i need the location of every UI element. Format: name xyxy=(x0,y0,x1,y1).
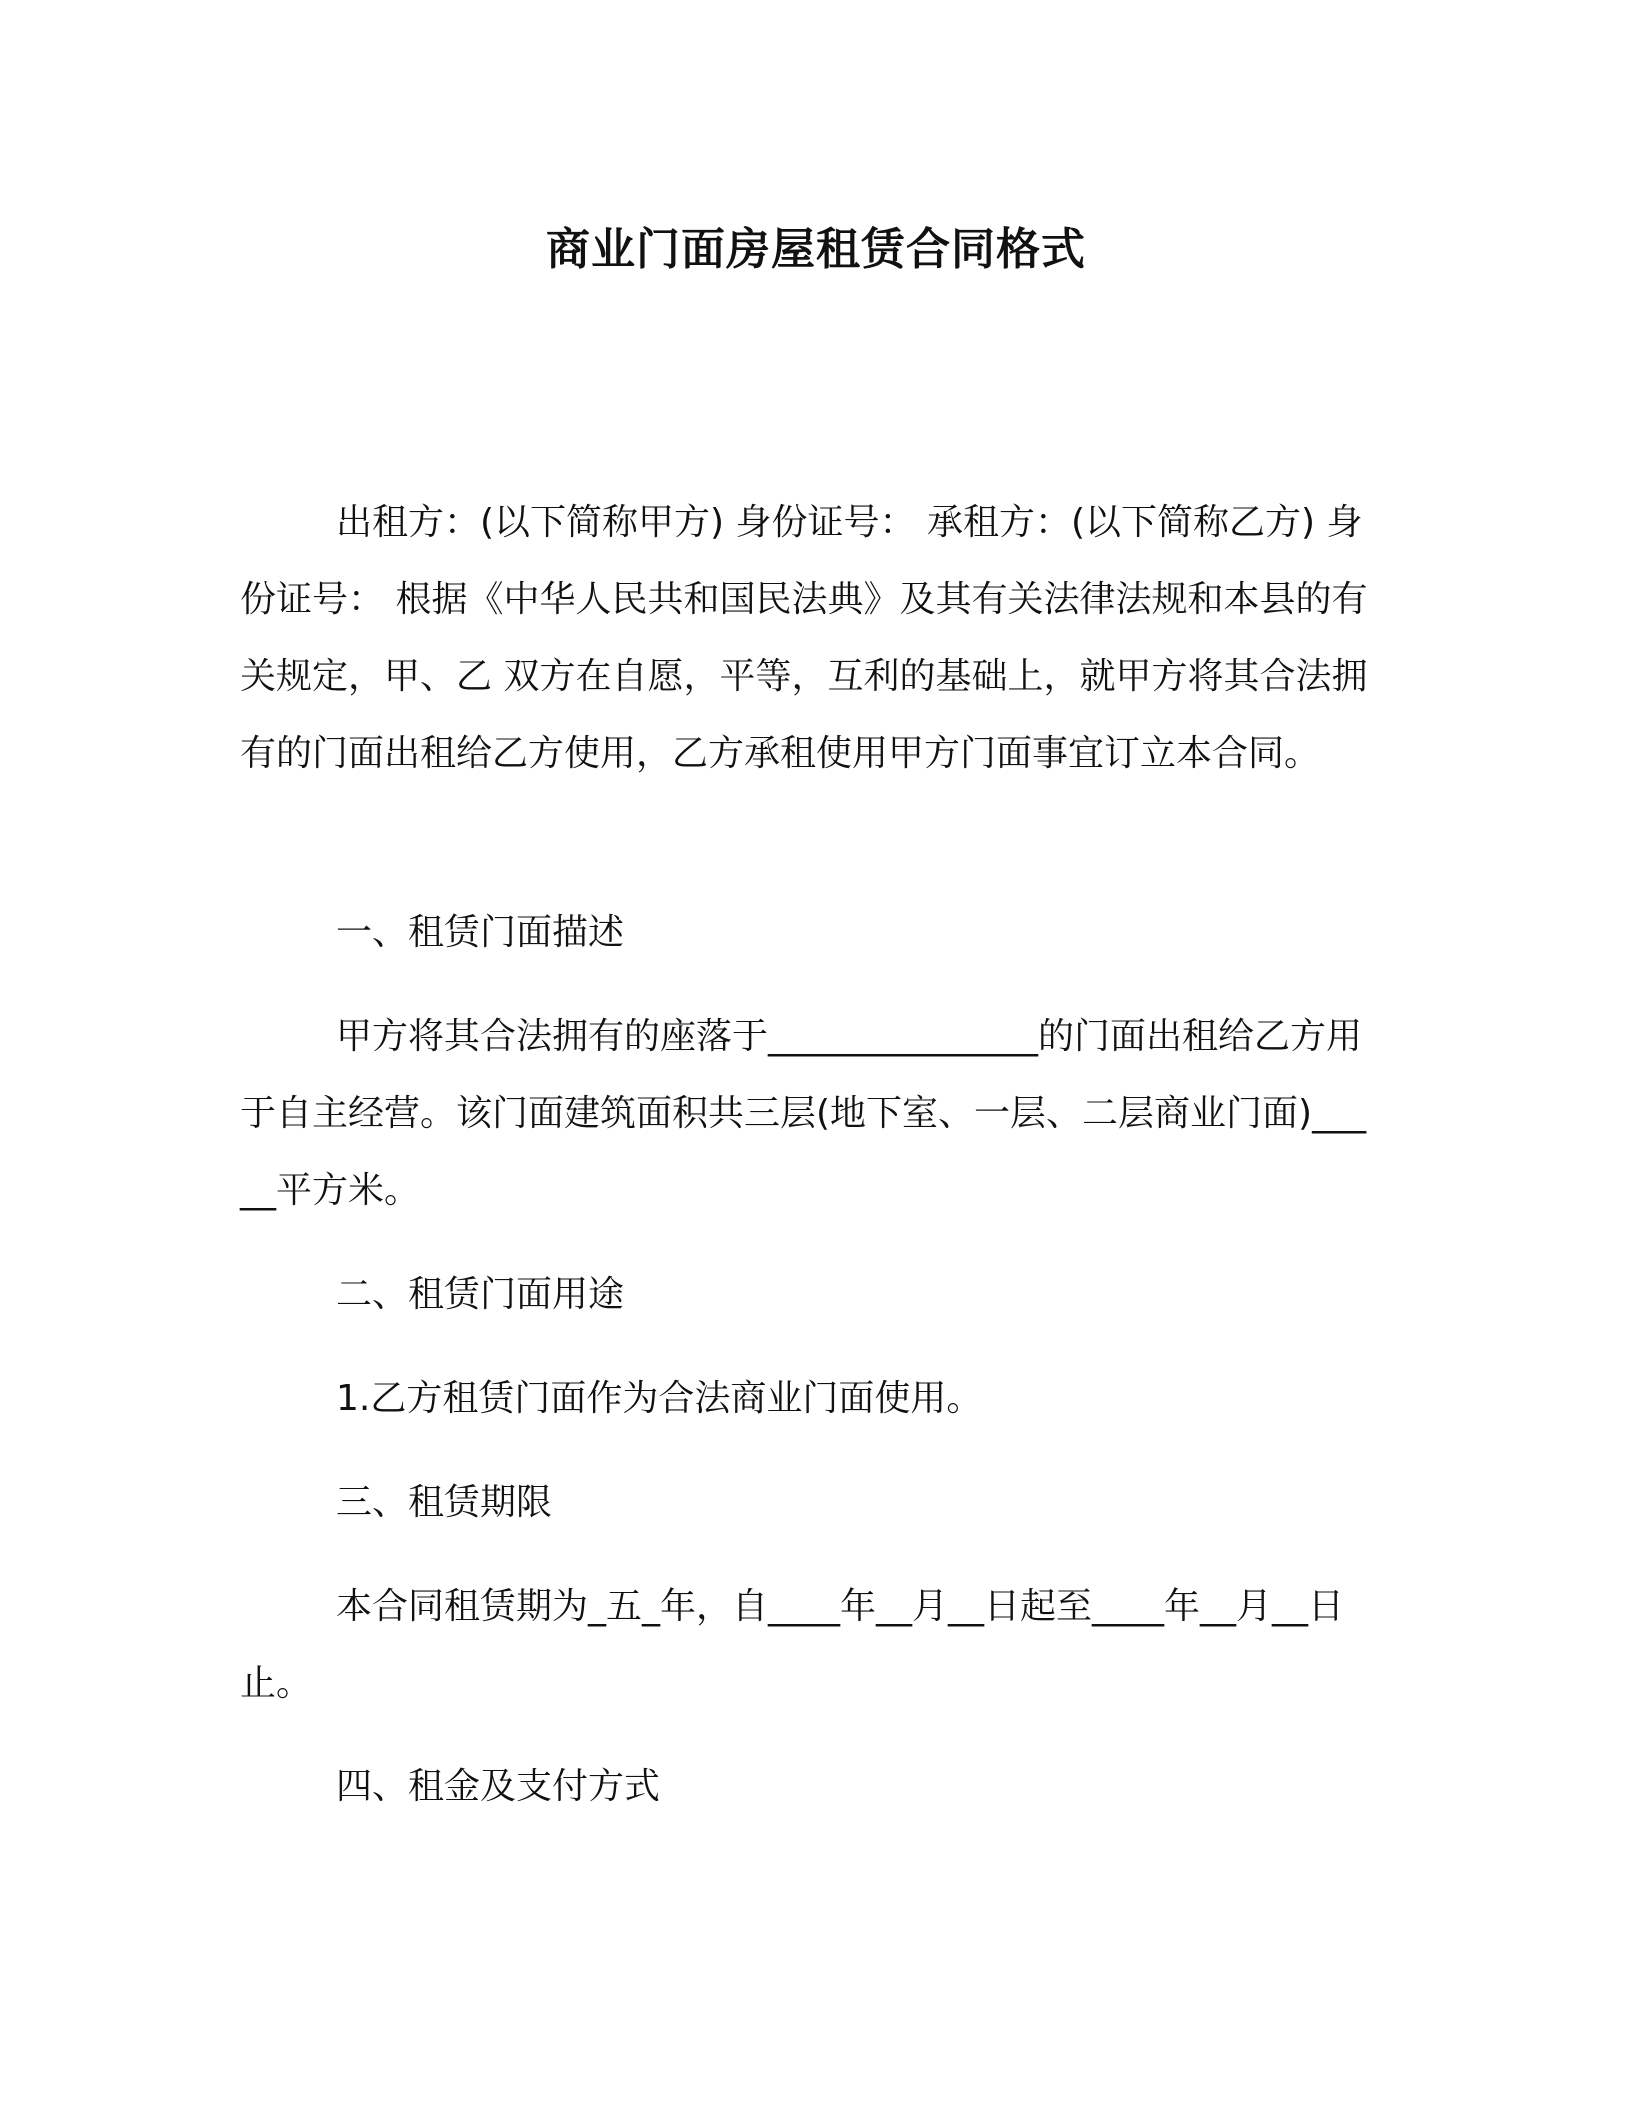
section-1-text: 甲方将其合法拥有的座落于_______________的门面出租给乙方用于自主经营。该门面建筑面积共三层(地下室、一层、二层商业门面)_____平方米。 xyxy=(240,1016,1367,1211)
intro-text: 出租方：(以下简称甲方) 身份证号： 承租方：(以下简称乙方) 身份证号： 根据《中华人民共和国民法典》及其有关法律法规和本县的有关规定，甲、乙 双方在自愿，平等，互利的基础上，就甲方将其合法拥有的门面出租给乙方使用，乙方承租使用甲方门面事宜订立本合同。 xyxy=(240,502,1368,774)
section-1-heading: 一、租赁门面描述 xyxy=(336,912,625,953)
section-2-heading-block xyxy=(240,1256,1380,1333)
section-3-heading-block xyxy=(240,1464,1380,1541)
section-4-heading-block xyxy=(240,1748,1380,1825)
section-3-heading: 三、租赁期限 xyxy=(336,1482,553,1523)
section-3-text: 本合同租赁期为_五_年，自____年__月__日起至____年__月__日止。 xyxy=(240,1586,1345,1704)
section-4-heading: 四、租金及支付方式 xyxy=(336,1766,661,1807)
section-1-paragraph xyxy=(240,998,1380,1229)
section-1-heading-block xyxy=(240,894,1380,971)
document-title: 商业门面房屋租赁合同格式 xyxy=(546,224,1086,275)
section-2-text: 1.乙方租赁门面作为合法商业门面使用。 xyxy=(336,1378,983,1419)
section-3-paragraph xyxy=(240,1568,1380,1722)
section-2-paragraph xyxy=(240,1360,1380,1437)
intro-paragraph xyxy=(240,484,1380,792)
section-2-heading: 二、租赁门面用途 xyxy=(336,1274,625,1315)
